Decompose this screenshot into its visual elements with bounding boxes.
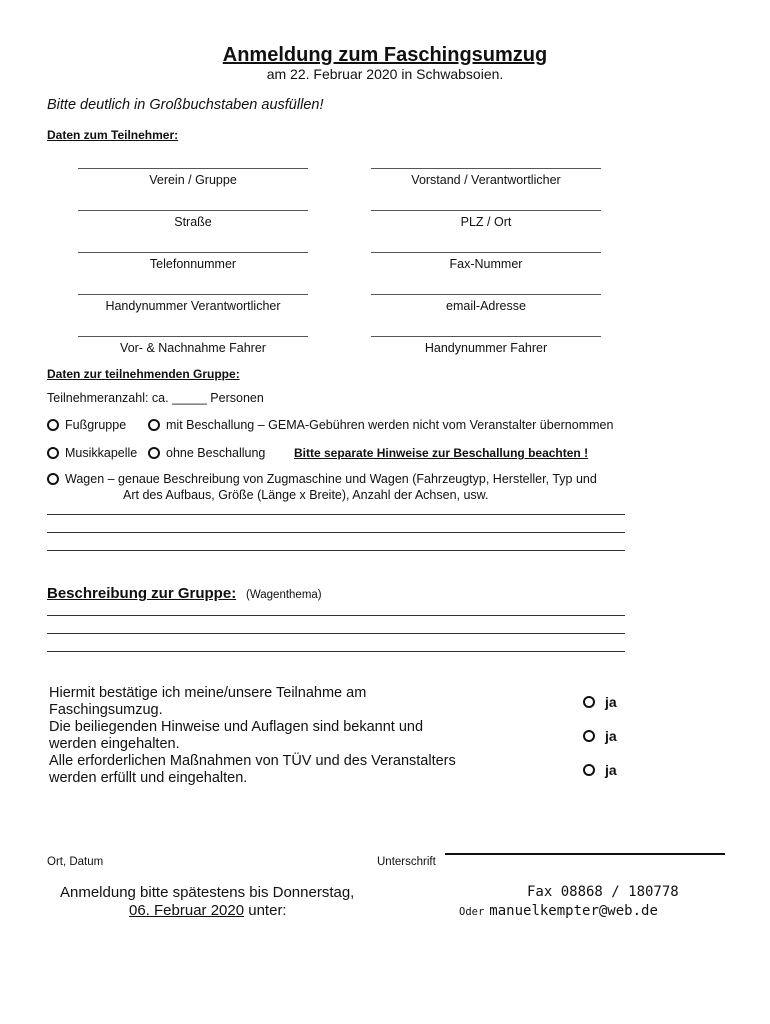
input-line[interactable] [371,326,601,337]
input-line[interactable] [371,158,601,169]
radio-circle-icon[interactable] [583,696,595,708]
group-heading: Daten zur teilnehmenden Gruppe: [47,367,240,381]
answer-line[interactable] [47,651,625,652]
field-verein-gruppe[interactable] [78,158,308,187]
wagen-description-line2: Art des Aufbaus, Größe (Länge x Breite), Anzahl der Achsen, usw. [123,488,489,502]
input-line[interactable] [371,284,601,295]
option-ohne-beschallung[interactable] [148,446,265,460]
option-label: ohne Beschallung [166,446,266,460]
ja-label: ja [605,694,617,710]
field-label: Fax-Nummer [449,257,523,271]
radio-circle-icon[interactable] [47,419,59,431]
field-label: Verein / Gruppe [149,173,237,187]
description-heading: Beschreibung zur Gruppe: [47,585,237,602]
field-plz-ort[interactable] [371,200,601,229]
field-label: Telefonnummer [149,257,237,271]
field-email[interactable] [371,284,601,313]
ja-option-3[interactable] [583,762,617,778]
radio-circle-icon[interactable] [583,730,595,742]
answer-line[interactable] [47,532,625,533]
fill-instruction: Bitte deutlich in Großbuchstaben ausfüllen! [47,97,324,113]
answer-line[interactable] [47,633,625,634]
fax-number: Fax 08868 / 180778 [527,884,679,900]
field-label: Straße [174,215,212,229]
beschallung-hint: Bitte separate Hinweise zur Beschallung beachten ! [294,446,589,460]
field-label: PLZ / Ort [460,215,512,229]
option-mit-beschallung[interactable] [148,418,613,432]
input-line[interactable] [78,200,308,211]
confirmation-participation: Hiermit bestätige ich meine/unsere Teilnahme am Faschingsumzug. [49,685,367,718]
input-line[interactable] [78,158,308,169]
field-fax[interactable] [371,242,601,271]
option-wagen[interactable] [47,472,597,486]
field-label: Vorstand / Verantwortlicher [411,173,561,187]
place-date-label: Ort, Datum [47,856,104,868]
event-date-location: am 22. Februar 2020 in Schwabsoien. [266,66,504,82]
option-label: Wagen – genaue Beschreibung von Zugmaschine und Wagen (Fahrzeugtyp, Hersteller, Typ und [65,472,597,486]
option-musikkapelle[interactable] [47,446,137,460]
input-line[interactable] [371,200,601,211]
radio-circle-icon[interactable] [47,473,59,485]
input-line[interactable] [371,242,601,253]
option-label: Musikkapelle [65,446,138,460]
option-fussgruppe[interactable] [47,418,126,432]
field-handy-fahrer[interactable] [371,326,601,355]
field-vorstand[interactable] [371,158,601,187]
field-strasse[interactable] [78,200,308,229]
field-handy-verantwortlicher[interactable] [78,284,308,313]
field-label: Handynummer Verantwortlicher [105,299,281,313]
confirmation-tuev: Alle erforderlichen Maßnahmen von TÜV und des Veranstalters werden erfüllt und eingehalten. [49,753,456,786]
ja-label: ja [605,728,617,744]
description-subheading: (Wagenthema) [246,589,322,601]
input-line[interactable] [78,326,308,337]
radio-circle-icon[interactable] [583,764,595,776]
field-label: Vor- & Nachnahme Fahrer [120,341,266,355]
input-line[interactable] [78,284,308,295]
radio-circle-icon[interactable] [148,447,160,459]
answer-line[interactable] [47,514,625,515]
answer-line[interactable] [47,550,625,551]
form-title: Anmeldung zum Faschingsumzug [222,44,548,66]
email-line [459,903,658,919]
deadline-suffix: unter: [244,902,287,919]
field-telefon[interactable] [78,242,308,271]
option-label: mit Beschallung – GEMA-Gebühren werden nicht vom Veranstalter übernommen [166,418,614,432]
contact-email[interactable]: manuelkempter@web.de [489,903,658,919]
answer-line[interactable] [47,615,625,616]
oder-label: Oder [459,906,485,918]
option-label: Fußgruppe [65,418,127,432]
ja-option-1[interactable] [583,694,617,710]
signature-line[interactable] [445,853,725,855]
participant-heading: Daten zum Teilnehmer: [47,128,179,142]
deadline-date-line [129,902,287,919]
participant-count[interactable]: Teilnehmeranzahl: ca. _____ Personen [47,391,264,405]
ja-option-2[interactable] [583,728,617,744]
input-line[interactable] [78,242,308,253]
signature-label: Unterschrift [377,856,436,868]
confirmation-rules: Die beiliegenden Hinweise und Auflagen sind bekannt und werden eingehalten. [49,719,424,752]
field-label: email-Adresse [446,299,526,313]
deadline-date: 06. Februar 2020 [129,902,245,919]
radio-circle-icon[interactable] [148,419,160,431]
deadline-text: Anmeldung bitte spätestens bis Donnerstag, [60,884,355,901]
ja-label: ja [605,762,617,778]
field-label: Handynummer Fahrer [424,341,548,355]
radio-circle-icon[interactable] [47,447,59,459]
field-fahrer-name[interactable] [78,326,308,355]
